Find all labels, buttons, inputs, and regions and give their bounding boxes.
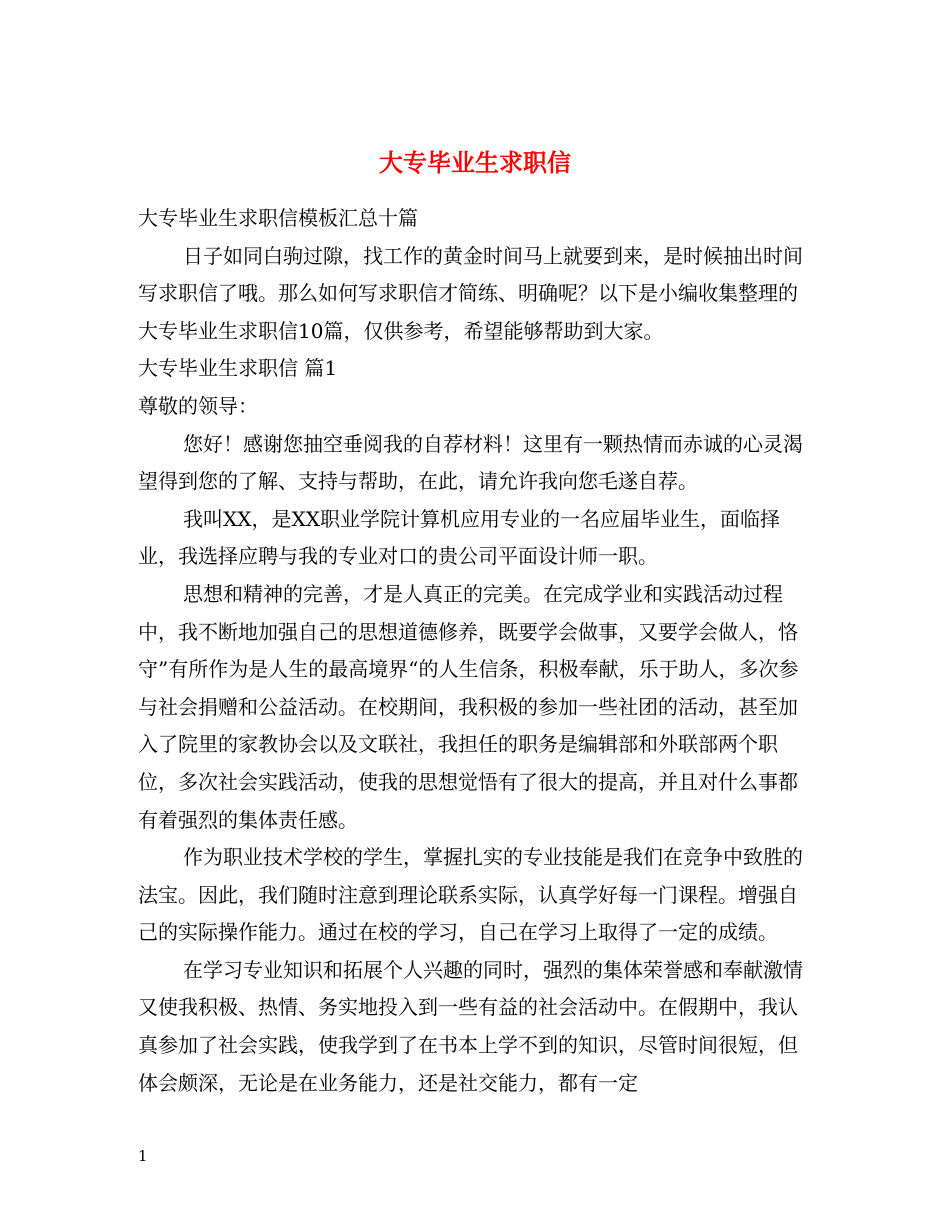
page-number: 1 xyxy=(138,1147,148,1165)
salutation: 尊敬的领导： xyxy=(138,393,258,418)
paragraph: 我叫XX，是XX职业学院计算机应用专业的一名应届毕业生，面临择业，我选择应聘与我的专业对口的贵公司平面设计师一职。 xyxy=(138,506,780,569)
document-body xyxy=(138,200,814,1102)
document-title: 大专毕业生求职信 xyxy=(379,148,571,178)
paragraph: 在学习专业知识和拓展个人兴趣的同时，强烈的集体荣誉感和奉献激情又使我积极、热情、务实地投入到一些有益的社会活动中。在假期中，我认真参加了社会实践，使我学到了在书本上学不到的知识，尽管时间很短，但体会颇深，无论是在业务能力，还是社交能力，都有一定 xyxy=(138,957,803,1095)
paragraph: 作为职业技术学校的学生，掌握扎实的专业技能是我们在竞争中致胜的法宝。因此，我们随时注意到理论联系实际，认真学好每一门课程。增强自己的实际操作能力。通过在校的学习，自己在学习上取得了一定的成绩。 xyxy=(138,845,803,945)
paragraph: 思想和精神的完善，才是人真正的完美。在完成学业和实践活动过程中，我不断地加强自己的思想道德修养，既要学会做事，又要学会做人，恪守”有所作为是人生的最高境界“的人生信条，积极奉献，乐于助人，多次参与社会捐赠和公益活动。在校期间，我积极的参加一些社团的活动，甚至加入了院里的家教协会以及文联社，我担任的职务是编辑部和外联部两个职位，多次社会实践活动，使我的思想觉悟有了很大的提高，并且对什么事都有着强烈的集体责任感。 xyxy=(138,581,799,832)
section-heading: 大专毕业生求职信 篇1 xyxy=(138,356,338,381)
paragraph: 您好！感谢您抽空垂阅我的自荐材料！这里有一颗热情而赤诚的心灵渴望得到您的了解、支持与帮助，在此，请允许我向您毛遂自荐。 xyxy=(138,431,803,494)
paragraph: 大专毕业生求职信模板汇总十篇 xyxy=(138,206,418,230)
paragraph: 日子如同白驹过隙，找工作的黄金时间马上就要到来，是时候抽出时间写求职信了哦。那么如何写求职信才简练、明确呢？以下是小编收集整理的大专毕业生求职信10篇，仅供参考，希望能够帮助到大家。 xyxy=(138,243,803,343)
